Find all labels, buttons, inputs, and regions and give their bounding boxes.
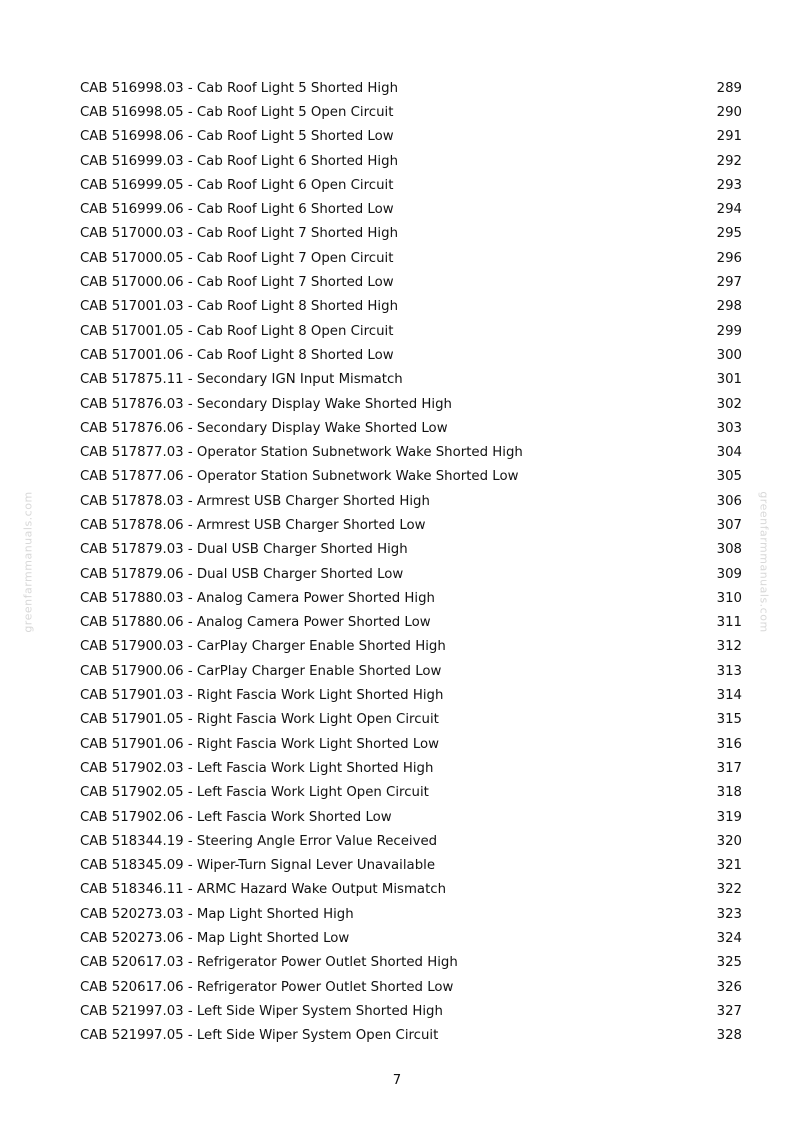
toc-entry-title: CAB 517877.03 - Operator Station Subnetwork Wake Shorted High — [80, 445, 523, 461]
toc-entry[interactable] — [80, 562, 742, 586]
toc-entry-page-number: 310 — [716, 590, 742, 606]
toc-entry-title: CAB 517878.03 - Armrest USB Charger Shorted High — [80, 493, 430, 509]
toc-entry[interactable] — [80, 854, 742, 878]
toc-entry-title: CAB 517879.03 - Dual USB Charger Shorted High — [80, 542, 408, 558]
toc-entry-page-number: 294 — [716, 202, 742, 218]
toc-entry-page-number: 321 — [716, 858, 742, 874]
toc-entry[interactable] — [80, 149, 742, 173]
toc-entry[interactable] — [80, 319, 742, 343]
toc-entry[interactable] — [80, 100, 742, 124]
toc-entry-page-number: 297 — [716, 275, 742, 291]
toc-entry-page-number: 301 — [716, 372, 742, 388]
toc-entry-title: CAB 516999.06 - Cab Roof Light 6 Shorted Low — [80, 202, 394, 218]
toc-entry[interactable] — [80, 416, 742, 440]
toc-entry-title: CAB 520273.03 - Map Light Shorted High — [80, 906, 354, 922]
toc-entry[interactable] — [80, 538, 742, 562]
toc-entry-page-number: 309 — [716, 566, 742, 582]
toc-entry-page-number: 299 — [716, 323, 742, 339]
toc-entry-page-number: 324 — [716, 931, 742, 947]
toc-entry-page-number: 305 — [716, 469, 742, 485]
toc-entry[interactable] — [80, 611, 742, 635]
toc-entry-title: CAB 520617.03 - Refrigerator Power Outlet Shorted High — [80, 955, 458, 971]
toc-entry-page-number: 303 — [716, 420, 742, 436]
watermark-left: greenfarmmanuals.com — [21, 491, 35, 633]
toc-entry-title: CAB 517901.03 - Right Fascia Work Light Shorted High — [80, 688, 444, 704]
toc-entry-page-number: 302 — [716, 396, 742, 412]
toc-entry[interactable] — [80, 343, 742, 367]
toc-entry-page-number: 291 — [716, 129, 742, 145]
toc-entry-page-number: 290 — [716, 104, 742, 120]
toc-entry[interactable] — [80, 635, 742, 659]
toc-entry-title: CAB 517000.06 - Cab Roof Light 7 Shorted Low — [80, 275, 394, 291]
toc-entry-title: CAB 520617.06 - Refrigerator Power Outlet Shorted Low — [80, 979, 454, 995]
toc-entry-title: CAB 517001.06 - Cab Roof Light 8 Shorted Low — [80, 347, 394, 363]
toc-entry[interactable] — [80, 125, 742, 149]
toc-entry[interactable] — [80, 197, 742, 221]
toc-entry[interactable] — [80, 513, 742, 537]
toc-entry-page-number: 298 — [716, 299, 742, 315]
toc-entry[interactable] — [80, 829, 742, 853]
toc-entry-page-number: 311 — [716, 615, 742, 631]
toc-entry[interactable] — [80, 440, 742, 464]
toc-entry-title: CAB 517879.06 - Dual USB Charger Shorted Low — [80, 566, 404, 582]
toc-entry[interactable] — [80, 999, 742, 1023]
toc-entry[interactable] — [80, 878, 742, 902]
toc-entry-title: CAB 517901.06 - Right Fascia Work Light Shorted Low — [80, 736, 440, 752]
toc-entry[interactable] — [80, 805, 742, 829]
toc-entry-title: CAB 517901.05 - Right Fascia Work Light Open Circuit — [80, 712, 439, 728]
toc-entry-page-number: 296 — [716, 250, 742, 266]
toc-entry-page-number: 326 — [716, 979, 742, 995]
toc-entry-page-number: 289 — [716, 80, 742, 96]
toc-entry[interactable] — [80, 270, 742, 294]
toc-entry[interactable] — [80, 781, 742, 805]
toc-entry-page-number: 316 — [716, 736, 742, 752]
toc-entry-page-number: 304 — [716, 445, 742, 461]
toc-entry-page-number: 307 — [716, 517, 742, 533]
toc-entry-page-number: 320 — [716, 833, 742, 849]
toc-entry-page-number: 314 — [716, 688, 742, 704]
toc-entry-page-number: 312 — [716, 639, 742, 655]
toc-entry-title: CAB 517880.03 - Analog Camera Power Shorted High — [80, 590, 435, 606]
toc-entry-title: CAB 517001.03 - Cab Roof Light 8 Shorted High — [80, 299, 398, 315]
toc-entry[interactable] — [80, 586, 742, 610]
toc-entry-title: CAB 516998.06 - Cab Roof Light 5 Shorted Low — [80, 129, 394, 145]
toc-entry-title: CAB 518346.11 - ARMC Hazard Wake Output Mismatch — [80, 882, 447, 898]
page-number: 7 — [392, 1073, 402, 1088]
toc-entry-title: CAB 517877.06 - Operator Station Subnetwork Wake Shorted Low — [80, 469, 519, 485]
toc-entry[interactable] — [80, 926, 742, 950]
toc-entry-page-number: 313 — [716, 663, 742, 679]
toc-entry[interactable] — [80, 246, 742, 270]
toc-entry-title: CAB 516998.03 - Cab Roof Light 5 Shorted High — [80, 80, 398, 96]
toc-entry-title: CAB 520273.06 - Map Light Shorted Low — [80, 931, 350, 947]
toc-entry-title: CAB 521997.03 - Left Side Wiper System Shorted High — [80, 1003, 443, 1019]
toc-entry[interactable] — [80, 683, 742, 707]
toc-entry[interactable] — [80, 465, 742, 489]
toc-entry-title: CAB 516999.03 - Cab Roof Light 6 Shorted High — [80, 153, 398, 169]
watermark-right: greenfarmmanuals.com — [757, 491, 771, 633]
toc-entry-title: CAB 517876.03 - Secondary Display Wake Shorted High — [80, 396, 452, 412]
toc-entry-title: CAB 517902.05 - Left Fascia Work Light Open Circuit — [80, 785, 429, 801]
toc-entry-page-number: 295 — [716, 226, 742, 242]
toc-entry[interactable] — [80, 392, 742, 416]
toc-entry-title: CAB 517875.11 - Secondary IGN Input Mismatch — [80, 372, 403, 388]
toc-entry-page-number: 325 — [716, 955, 742, 971]
toc-entry[interactable] — [80, 951, 742, 975]
toc-entry-page-number: 317 — [716, 760, 742, 776]
toc-entry-page-number: 306 — [716, 493, 742, 509]
toc-entry[interactable] — [80, 659, 742, 683]
toc-entry-page-number: 308 — [716, 542, 742, 558]
toc-entry-title: CAB 517880.06 - Analog Camera Power Shorted Low — [80, 615, 431, 631]
toc-entry-title: CAB 518344.19 - Steering Angle Error Value Received — [80, 833, 438, 849]
toc-entry[interactable] — [80, 489, 742, 513]
toc-entry-title: CAB 518345.09 - Wiper-Turn Signal Lever Unavailable — [80, 858, 436, 874]
toc-entry[interactable] — [80, 76, 742, 100]
toc-entry-title: CAB 517878.06 - Armrest USB Charger Shorted Low — [80, 517, 426, 533]
toc-entry-title: CAB 516999.05 - Cab Roof Light 6 Open Circuit — [80, 177, 394, 193]
toc-entry[interactable] — [80, 902, 742, 926]
toc-entry-title: CAB 517000.03 - Cab Roof Light 7 Shorted High — [80, 226, 398, 242]
table-of-contents — [80, 76, 742, 1048]
toc-entry-title: CAB 516998.05 - Cab Roof Light 5 Open Circuit — [80, 104, 394, 120]
toc-entry-title: CAB 517000.05 - Cab Roof Light 7 Open Circuit — [80, 250, 394, 266]
toc-entry-page-number: 323 — [716, 906, 742, 922]
toc-entry[interactable] — [80, 732, 742, 756]
toc-entry[interactable] — [80, 1024, 742, 1048]
toc-entry-title: CAB 517001.05 - Cab Roof Light 8 Open Circuit — [80, 323, 394, 339]
toc-entry-title: CAB 517902.06 - Left Fascia Work Shorted Low — [80, 809, 392, 825]
toc-entry-title: CAB 517902.03 - Left Fascia Work Light Shorted High — [80, 760, 434, 776]
toc-entry[interactable] — [80, 222, 742, 246]
toc-entry-page-number: 300 — [716, 347, 742, 363]
toc-entry-page-number: 292 — [716, 153, 742, 169]
toc-entry-page-number: 319 — [716, 809, 742, 825]
toc-entry[interactable] — [80, 173, 742, 197]
toc-entry[interactable] — [80, 756, 742, 780]
toc-entry[interactable] — [80, 368, 742, 392]
toc-entry-page-number: 318 — [716, 785, 742, 801]
toc-entry-title: CAB 521997.05 - Left Side Wiper System Open Circuit — [80, 1028, 439, 1044]
toc-entry-page-number: 315 — [716, 712, 742, 728]
toc-entry[interactable] — [80, 975, 742, 999]
toc-entry-page-number: 328 — [716, 1028, 742, 1044]
toc-entry-page-number: 322 — [716, 882, 742, 898]
toc-entry-page-number: 293 — [716, 177, 742, 193]
toc-entry-page-number: 327 — [716, 1003, 742, 1019]
toc-entry-title: CAB 517900.06 - CarPlay Charger Enable Shorted Low — [80, 663, 442, 679]
toc-entry-title: CAB 517876.06 - Secondary Display Wake Shorted Low — [80, 420, 448, 436]
toc-entry[interactable] — [80, 708, 742, 732]
toc-entry-title: CAB 517900.03 - CarPlay Charger Enable Shorted High — [80, 639, 446, 655]
toc-entry[interactable] — [80, 295, 742, 319]
